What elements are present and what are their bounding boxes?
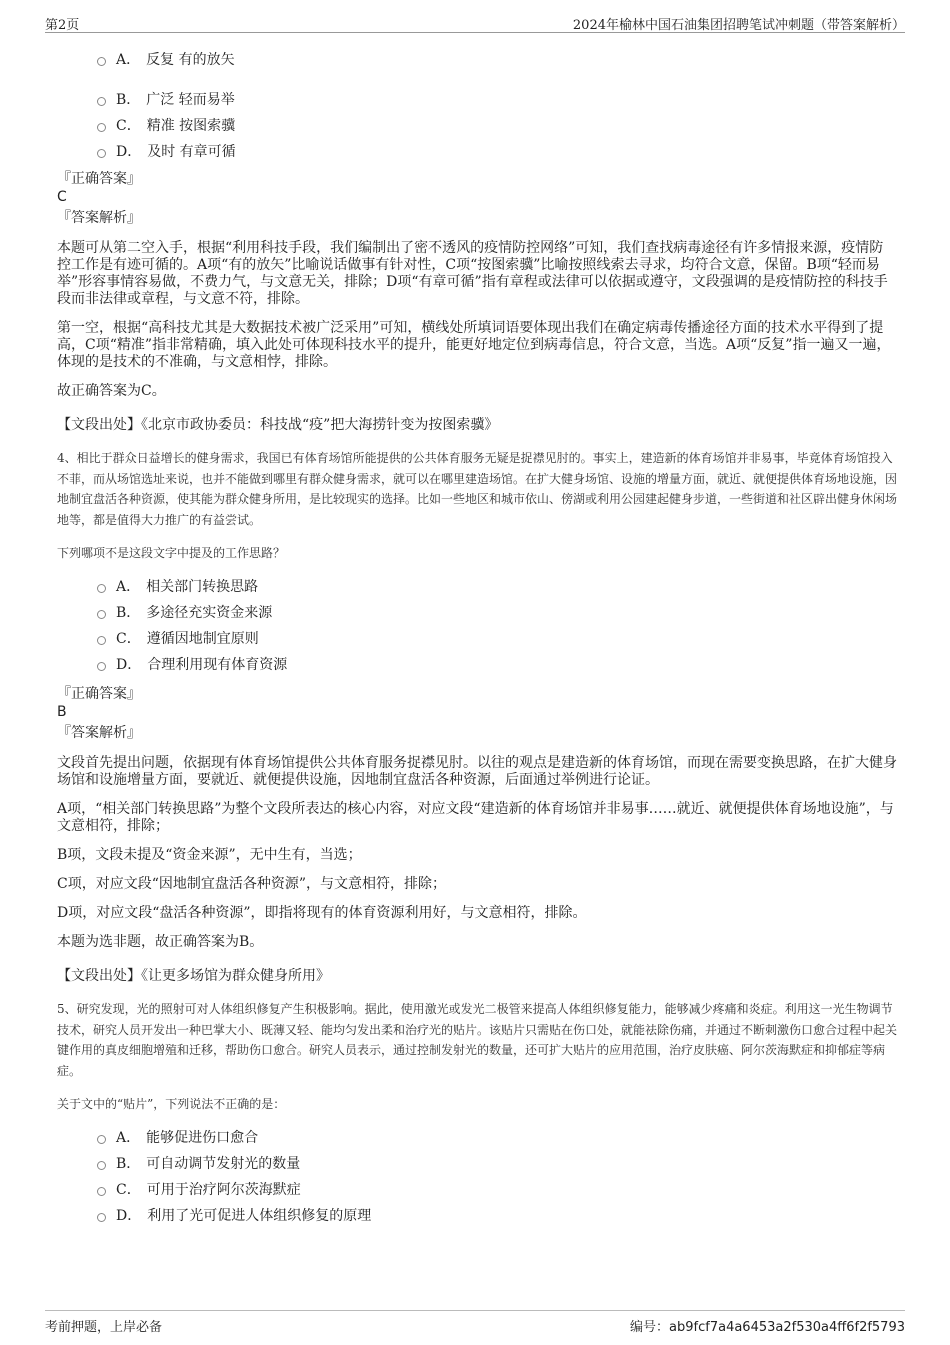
footer-slogan: 考前押题，上岸必备 [45,1320,163,1335]
analysis-paragraph: 故正确答案为C。 [57,383,166,399]
radio-icon[interactable] [97,149,106,158]
radio-icon[interactable] [97,662,106,671]
radio-icon[interactable] [97,610,106,619]
radio-icon[interactable] [97,123,106,132]
correct-answer: B [57,704,67,720]
correct-answer-label: 『正确答案』 [57,686,141,702]
analysis-paragraph: B项，文段未提及“资金来源”，无中生有，当选； [57,847,362,863]
analysis-paragraph: 文段首先提出问题，依据现有体育场馆提供公共体育服务捉襟见肘。以往的观点是建造新的体育场馆，而现在需要变换思路，在扩大健身场馆和设施增量方面，要就近、就便提供设施，因地制宜盘活各种资源，后面通过举例进行论证。 [57,755,897,788]
option-a[interactable]: A． 能够促进伤口愈合 [97,1124,897,1150]
analysis-paragraph: 第一空，根据“高科技尤其是大数据技术被广泛采用”可知，横线处所填词语要体现出我们在确定病毒传播途径方面的技术水平得到了提高，C项“精准”指非常精确，填入此处可体现科技水平的提升，能更好地定位到病毒信息，符合文意，当选。A项“反复”指一遍又一遍，体现的是技术的不准确，与文意相悖，排除。 [57,320,891,370]
document-title: 2024年榆林中国石油集团招聘笔试冲刺题（带答案解析） [572,18,905,33]
radio-icon[interactable] [97,1135,106,1144]
question-text: 4、相比于群众日益增长的健身需求，我国已有体育场馆所能提供的公共体育服务无疑是捉襟见肘的。事实上，建造新的体育场馆并非易事，毕竟体育场馆投入不菲，而从场馆选址来说，也并不能做到哪里有群众健身需求，就可以在哪里建造场馆。在扩大健身场馆、设施的增量方面，就近、就便提供体育场地设施，因地制宜盘活各种资源，使其能为群众健身所用，是比较现实的选择。比如一些地区和城市依山、傍湖或利用公园建起健身步道，一些街道和社区辟出健身休闲场地等，都是值得大力推广的有益尝试。 [57,451,898,527]
q5-options [57,1124,897,1228]
radio-icon[interactable] [97,584,106,593]
question-prompt: 下列哪项不是这段文字中提及的工作思路？ [57,546,286,560]
source-citation: 【文段出处】《让更多场馆为群众健身所用》 [57,968,330,984]
correct-answer: C [57,189,67,205]
analysis-paragraph: A项，“相关部门转换思路”为整个文段所表达的核心内容，对应文段“建造新的体育场馆并非易事……就近、就便提供体育场地设施”，与文意相符，排除； [57,801,894,834]
radio-icon[interactable] [97,57,106,66]
option-c[interactable]: C． 遵循因地制宜原则 [97,625,897,651]
radio-icon[interactable] [97,1187,106,1196]
option-d[interactable]: D． 利用了光可促进人体组织修复的原理 [97,1202,897,1228]
analysis-paragraph: 本题可从第二空入手，根据“利用科技手段，我们编制出了密不透风的疫情防控网络”可知，我们查找病毒途径有许多情报来源，疫情防控工作是有迹可循的。A项“有的放矢”比喻说话做事有针对性，C项“按图索骥”比喻按照线索去寻求，均符合文意，保留。B项“轻而易举”形容事情容易做，不费力气，与文意无关，排除；D项“有章可循”指有章程或法律可以依据或遵守，文段强调的是疫情防控的科技手段而非法律或章程，与文意不符，排除。 [57,240,888,307]
radio-icon[interactable] [97,97,106,106]
option-a[interactable]: A． 反复 有的放矢 [97,44,897,74]
option-d[interactable]: D． 合理利用现有体育资源 [97,651,897,677]
page-content [57,44,897,1228]
page-number: 第2页 [45,18,80,33]
question-prompt: 关于文中的“贴片”，下列说法不正确的是： [57,1097,286,1111]
q4-options [57,573,897,677]
option-c[interactable]: C． 精准 按图索骥 [97,112,897,138]
radio-icon[interactable] [97,1161,106,1170]
option-b[interactable]: B． 可自动调节发射光的数量 [97,1150,897,1176]
source-citation: 【文段出处】《北京市政协委员：科技战“疫”把大海捞针变为按图索骥》 [57,417,499,433]
q3-options [57,44,897,164]
analysis-label: 『答案解析』 [57,210,141,226]
page-header [45,12,905,33]
document-id: 编号：ab9fcf7a4a6453a2f530a4ff6f2f5793 [630,1320,905,1335]
analysis-label: 『答案解析』 [57,725,141,741]
question-text: 5、研究发现，光的照射可对人体组织修复产生积极影响。据此，使用激光或发光二极管来提高人体组织修复能力，能够减少疼痛和炎症。利用这一光生物调节技术，研究人员开发出一种巴掌大小、既薄又轻、能均匀发出柔和治疗光的贴片。该贴片只需贴在伤口处，就能祛除伤痛，并通过不断刺激伤口愈合过程中起关键作用的真皮细胞增殖和迁移，帮助伤口愈合。研究人员表示，通过控制发射光的数量，还可扩大贴片的应用范围，治疗皮肤癌、阿尔茨海默症和抑郁症等病症。 [57,1002,898,1078]
option-a[interactable]: A． 相关部门转换思路 [97,573,897,599]
radio-icon[interactable] [97,1213,106,1222]
option-b[interactable]: B． 广泛 轻而易举 [97,86,897,112]
option-d[interactable]: D． 及时 有章可循 [97,138,897,164]
option-b[interactable]: B． 多途径充实资金来源 [97,599,897,625]
option-c[interactable]: C． 可用于治疗阿尔茨海默症 [97,1176,897,1202]
spacer [57,74,897,86]
analysis-paragraph: C项，对应文段“因地制宜盘活各种资源”，与文意相符，排除； [57,876,447,892]
correct-answer-label: 『正确答案』 [57,171,141,187]
analysis-paragraph: 本题为选非题，故正确答案为B。 [57,934,264,950]
analysis-paragraph: D项，对应文段“盘活各种资源”，即指将现有的体育资源利用好，与文意相符，排除。 [57,905,587,921]
radio-icon[interactable] [97,636,106,645]
page-footer [45,1310,905,1333]
